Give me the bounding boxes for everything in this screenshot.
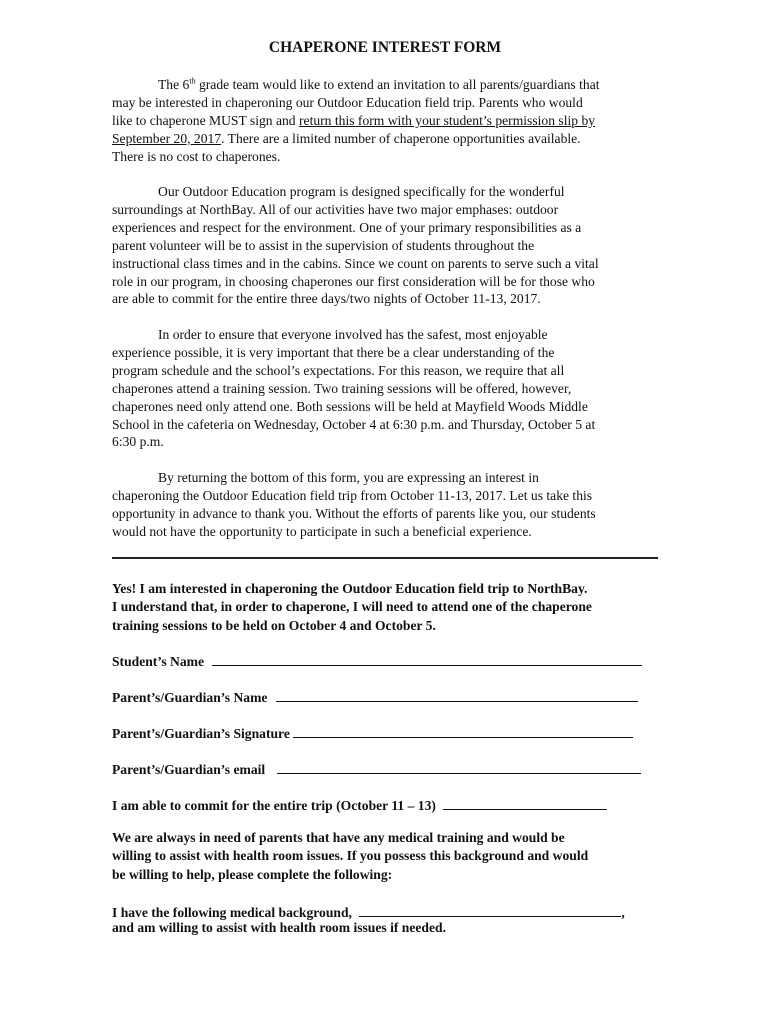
medical-background-line-2: and am willing to assist with health room issues if needed. [112, 920, 446, 935]
intro-line-3: like to chaperone MUST sign and return this form with your student’s permission slip by [112, 112, 596, 128]
page-title: CHAPERONE INTEREST FORM [268, 39, 502, 56]
student-name-label: Student’s Name [112, 654, 205, 669]
closing-paragraph [112, 469, 660, 541]
student-name-field[interactable] [212, 651, 642, 666]
guardian-email-field[interactable] [277, 759, 641, 774]
medical-note [112, 829, 660, 884]
medical-note-line: We are always in need of parents that have any medical training and would be [112, 830, 565, 845]
program-line: are able to commit for the entire three days/two nights of October 11-13, 2017. [112, 291, 541, 307]
training-paragraph [112, 326, 660, 451]
training-line: experience possible, it is very important that there be a clear understanding of the [112, 344, 555, 360]
training-line: program schedule and the school’s expectations. For this reason, we require that all [112, 362, 565, 378]
guardian-signature-row [112, 723, 633, 741]
program-line: Our Outdoor Education program is designed specifically for the wonderful [158, 184, 565, 199]
training-line: School in the cafeteria on Wednesday, October 4 at 6:30 p.m. and Thursday, October 5 at [112, 416, 596, 432]
closing-line: would not have the opportunity to participate in such a beneficial experience. [112, 523, 532, 539]
medical-comma: , [621, 905, 625, 920]
guardian-email-row [112, 759, 641, 777]
training-line: chaperones attend a training session. Two training sessions will be offered, however, [112, 380, 572, 396]
intro-line-2: may be interested in chaperoning our Outdoor Education field trip. Parents who would [112, 94, 583, 110]
medical-note-line: willing to assist with health room issues. If you possess this background and would [112, 848, 589, 864]
guardian-name-row [112, 687, 638, 705]
student-name-row [112, 651, 642, 669]
training-line: 6:30 p.m. [112, 434, 164, 450]
section-divider [112, 557, 658, 559]
program-paragraph [112, 183, 660, 308]
interest-line: I understand that, in order to chaperone, I will need to attend one of the chaperone [112, 599, 592, 615]
commit-field[interactable] [443, 795, 607, 810]
guardian-email-label: Parent’s/Guardian’s email [112, 762, 266, 777]
program-line: experiences and respect for the environment. One of your primary responsibilities as a [112, 219, 582, 235]
commit-row [112, 795, 607, 813]
program-line: instructional class times and in the cabins. Since we count on parents to serve such a vital [112, 255, 599, 271]
interest-line: training sessions to be held on October 4 and October 5. [112, 617, 436, 633]
guardian-signature-field[interactable] [293, 723, 633, 738]
guardian-signature-label: Parent’s/Guardian’s Signature [112, 726, 290, 741]
commit-label: I am able to commit for the entire trip (October 11 – 13) [112, 798, 436, 813]
interest-line: Yes! I am interested in chaperoning the Outdoor Education field trip to NorthBay. [112, 581, 588, 596]
medical-note-line: be willing to help, please complete the following: [112, 866, 393, 882]
training-line: In order to ensure that everyone involved has the safest, most enjoyable [158, 327, 548, 342]
interest-statement [112, 580, 660, 635]
training-line: chaperones need only attend one. Both sessions will be held at Mayfield Woods Middle [112, 398, 588, 414]
closing-line: chaperoning the Outdoor Education field trip from October 11-13, 2017. Let us take this [112, 487, 593, 503]
program-line: surroundings at NorthBay. All of our activities have two major emphases: outdoor [112, 201, 559, 217]
program-line: role in our program, in choosing chaperones our first consideration will be for those who [112, 273, 595, 289]
medical-background-row [112, 902, 625, 920]
intro-paragraph [112, 76, 660, 166]
guardian-name-label: Parent’s/Guardian’s Name [112, 690, 268, 705]
closing-line: By returning the bottom of this form, you are expressing an interest in [158, 470, 539, 485]
guardian-name-field[interactable] [276, 687, 638, 702]
closing-line: opportunity in advance to thank you. Without the efforts of parents like you, our students [112, 505, 596, 521]
intro-line-1: The 6th grade team would like to extend an invitation to all parents/guardians that [158, 76, 600, 92]
medical-background-label: I have the following medical background, [112, 905, 352, 920]
intro-line-5: There is no cost to chaperones. [112, 148, 281, 164]
program-line: parent volunteer will be to assist in the supervision of students throughout the [112, 237, 535, 253]
medical-background-field[interactable] [359, 902, 621, 917]
intro-line-4: September 20, 2017. There are a limited number of chaperone opportunities available. [112, 130, 581, 146]
